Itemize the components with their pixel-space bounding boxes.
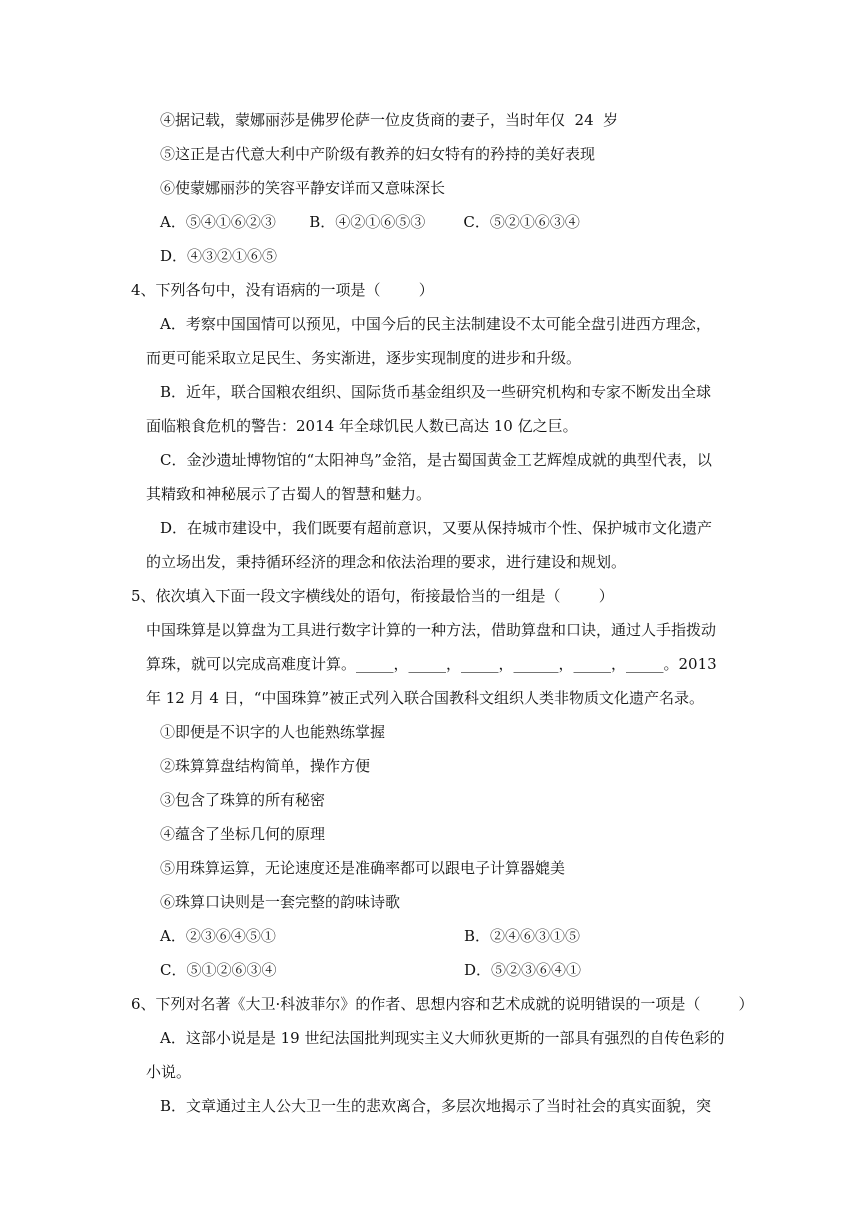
q3-item-5: ⑤这正是古代意大利中产阶级有教养的妇女特有的矜持的美好表现	[160, 145, 596, 163]
q6-stem: 6、下列对名著《大卫·科波菲尔》的作者、思想内容和艺术成就的说明错误的一项是（ ）	[131, 995, 754, 1013]
q5-item-3: ③包含了珠算的所有秘密	[160, 791, 326, 809]
q6-option-a-line1: A．这部小说是是 19 世纪法国批判现实主义大师狄更斯的一部具有强烈的自传色彩的	[160, 1029, 725, 1047]
q4-option-b-line2: 面临粮食危机的警告：2014 年全球饥民人数已高达 10 亿之巨。	[146, 417, 578, 435]
q6-option-a-line2: 小说。	[146, 1063, 192, 1081]
q4-option-d-line1: D．在城市建设中，我们既要有超前意识，又要从保持城市个性、保护城市文化遗产	[160, 519, 713, 537]
q4-option-c-line2: 其精致和神秘展示了古蜀人的智慧和魅力。	[146, 485, 432, 503]
q5-option-b: B．②④⑥③①⑤	[464, 927, 581, 945]
q4-option-d-line2: 的立场出发，秉持循环经济的理念和依法治理的要求，进行建设和规划。	[146, 553, 627, 571]
q5-option-a: A．②③⑥④⑤①	[160, 927, 276, 945]
q5-item-4: ④蕴含了坐标几何的原理	[160, 825, 326, 843]
q3-item-6: ⑥使蒙娜丽莎的笑容平静安详而又意味深长	[160, 179, 446, 197]
q5-item-6: ⑥珠算口诀则是一套完整的韵味诗歌	[160, 893, 401, 911]
q5-option-d: D．⑤②③⑥④①	[464, 961, 582, 979]
q5-passage-line2: 算珠，就可以完成高难度计算。_____，_____，_____，______，_____，_____。2013	[146, 655, 717, 673]
q6-option-b-line1: B．文章通过主人公大卫一生的悲欢离合，多层次地揭示了当时社会的真实面貌，突	[160, 1097, 712, 1115]
q3-option-d: D．④③②①⑥⑤	[160, 247, 278, 265]
q5-item-2: ②珠算算盘结构简单，操作方便	[160, 757, 371, 775]
q5-stem: 5、依次填入下面一段文字横线处的语句，衔接最恰当的一组是（ ）	[131, 587, 614, 605]
q3-options-row: A．⑤④①⑥②③ B．④②①⑥⑤③ C．⑤②①⑥③④	[160, 213, 580, 231]
q5-passage-line3: 年 12 月 4 日，“中国珠算”被正式列入联合国教科文组织人类非物质文化遗产名录。	[146, 689, 705, 707]
q3-item-4: ④据记载，蒙娜丽莎是佛罗伦萨一位皮货商的妻子，当时年仅 24 岁	[160, 111, 619, 129]
q4-option-a-line1: A．考察中国国情可以预见，中国今后的民主法制建设不太可能全盘引进西方理念，	[160, 315, 711, 333]
q5-option-c: C．⑤①②⑥③④	[160, 961, 277, 979]
q5-item-1: ①即便是不识字的人也能熟练掌握	[160, 723, 386, 741]
q4-stem: 4、下列各句中，没有语病的一项是（ ）	[131, 281, 434, 299]
q4-option-c-line1: C．金沙遗址博物馆的“太阳神鸟”金箔，是古蜀国黄金工艺辉煌成就的典型代表，以	[160, 451, 712, 469]
q5-item-5: ⑤用珠算运算，无论速度还是准确率都可以跟电子计算器媲美	[160, 859, 566, 877]
q5-passage-line1: 中国珠算是以算盘为工具进行数字计算的一种方法，借助算盘和口诀，通过人手指拨动	[146, 621, 717, 639]
q4-option-b-line1: B．近年，联合国粮农组织、国际货币基金组织及一些研究机构和专家不断发出全球	[160, 383, 712, 401]
q4-option-a-line2: 而更可能采取立足民生、务实渐进，逐步实现制度的进步和升级。	[146, 349, 582, 367]
